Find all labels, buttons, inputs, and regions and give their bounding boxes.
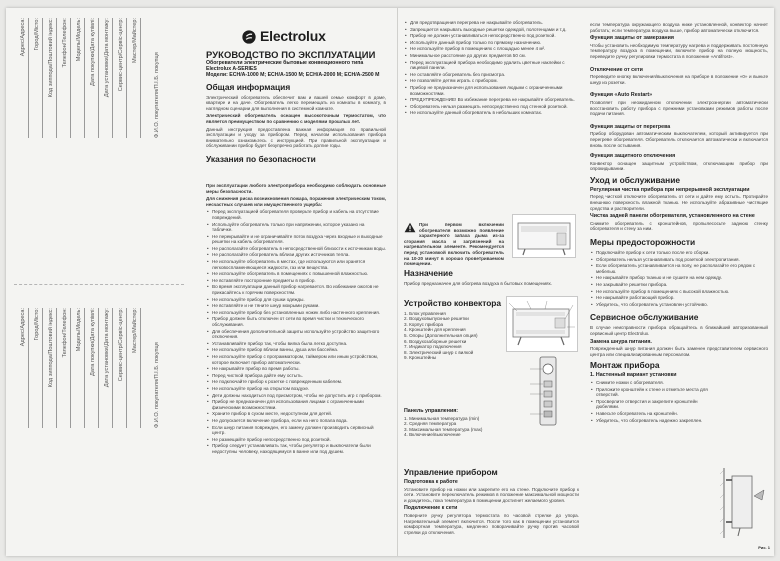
safety-item: • Не располагайте обогреватель в непосредственной близости к источникам воды. bbox=[206, 246, 386, 252]
mount-list bbox=[590, 380, 710, 423]
safety-item: • Если шнур питания поврежден, его замену должен производить сервисный центр. bbox=[206, 425, 386, 436]
safety-item: • Устанавливайте прибор так, чтобы вилка была легко доступна. bbox=[206, 341, 386, 347]
part-item-text: Воздухозаборные решетки bbox=[409, 338, 467, 344]
col2-intro-item: • Прибор не предназначен для использования людьми с ограниченными возможностями. bbox=[404, 85, 579, 96]
safety-list bbox=[206, 209, 386, 454]
safety-item: • Не используйте прибор на открытом воздухе. bbox=[206, 386, 386, 392]
care-sub-1: Регулярная чистка прибора при непрерывной эксплуатации bbox=[590, 186, 750, 193]
side-field-label: Дата установки/Дата монтажу: bbox=[104, 308, 110, 388]
side-field bbox=[62, 18, 71, 138]
panel-item-number: 4. bbox=[404, 432, 410, 438]
col2-intro-item: • Перед эксплуатацией прибора необходимо удалить цветные наклейки с лицевой панели. bbox=[404, 60, 579, 71]
safety-item: • Не допускается включение прибора, если на него попала вода. bbox=[206, 418, 386, 424]
mount-item: • Просверлите отверстия и закрепите кронштейн дюбелями. bbox=[590, 399, 710, 410]
safety-item: • Не используйте прибор с программатором, таймером или иным устройством, которое включает прибор автоматически. bbox=[206, 354, 386, 365]
precaution-item: • Не накрывайте прибор тканью и не сушите на нем одежду. bbox=[590, 275, 768, 281]
column-1 bbox=[206, 30, 386, 455]
side-field-label: Телефон/Телефон: bbox=[62, 18, 68, 68]
frost-heading: Функция защиты от замерзания bbox=[590, 35, 674, 42]
part-item-text: Кронштейн для крепления bbox=[409, 327, 466, 333]
safety-item: • Храните прибор в сухом месте, недоступном для детей. bbox=[206, 411, 386, 417]
side-field bbox=[76, 18, 85, 138]
mount-item: • Снимите ножки с обогревателя. bbox=[590, 380, 710, 386]
restart-text: Позволяет при неожиданном отключении электроэнергии автоматически восстановить работу прибора с прежними установками режимов работы после подачи питания. bbox=[590, 99, 768, 117]
precaution-item: • Не используйте прибор в помещениях с высокой влажностью. bbox=[590, 289, 768, 295]
side-field bbox=[132, 18, 141, 138]
parts-list bbox=[404, 311, 499, 361]
part-item-number: 6. bbox=[404, 338, 410, 344]
care-text-2: Снимите обогреватель с кронштейнов, пропылесосьте заднюю стенку обогревателя и стену за ним. bbox=[590, 220, 768, 232]
precautions-heading: Меры предосторожности bbox=[590, 237, 696, 248]
side-field-label: Адрес/Адреса: bbox=[20, 18, 26, 57]
col2-intro-item: • ПРЕДУПРЕЖДЕНИЕ! Во избежание перегрева не накрывайте обогреватель. bbox=[404, 97, 579, 103]
safety-item: • Прибор следует устанавливать так, чтобы регулятор и выключатели были недоступны человеку, находящемуся в ванне или под душем. bbox=[206, 443, 386, 454]
safety-item: • Не используйте обогреватель в помещениях с повышенной влажностью. bbox=[206, 271, 386, 277]
control-text-1: Установите прибор на ножки или закрепите его на стене. Подключите прибор к сети. Установите переключатель режимов в положение максимальной мощности и дождитесь, пока температура в помещении достигнет желаемого уровня. bbox=[404, 486, 579, 503]
warning-text: При первом включении обогревателя возможно появление характерного запаха дыма из-за сгорания масла и загрязнений на нагревательном элементе. Рекомендуется перед установкой включить обогреватель на 10-20 минут в хорошо проветриваемом помещении. bbox=[404, 222, 504, 267]
panel-item-text: Максимальная температура (max) bbox=[409, 426, 483, 432]
col3-intro: если температура окружающего воздуха ниже установленной, конвектор начнет работать; если температура воздуха выше, прибор автоматически отключится. bbox=[590, 22, 768, 33]
side-field bbox=[48, 18, 57, 138]
cord-text: Поврежденный шнур питания должен быть заменен представителем сервисного центра или специализированным персоналом. bbox=[590, 346, 768, 357]
mount-sub: 1. Настенный вариант установки bbox=[590, 372, 677, 379]
general-text-2: Электрический обогреватель оснащен высокоточным термостатом, что является преимуществом по сравнению с моделями прошлых лет. bbox=[206, 113, 386, 124]
safety-item: • Не вставляйте и не тяните шнур мокрыми руками. bbox=[206, 303, 386, 309]
mount-item: • Убедитесь, что обогреватель надежно закреплен. bbox=[590, 418, 710, 424]
part-item-number: 5. bbox=[404, 332, 410, 338]
control-panel-figure bbox=[530, 355, 568, 429]
instruction-sheet bbox=[6, 8, 774, 556]
column-2 bbox=[404, 20, 579, 117]
cut-line bbox=[14, 284, 184, 285]
shutdown-text: Переведите кнопку включения/выключения на приборе в положение «0» и выньте шнур из розетки. bbox=[590, 74, 768, 85]
col2-intro-item: • Не позволяйте детям играть с прибором. bbox=[404, 78, 579, 84]
safety-item: • Прибор не предназначен для использования лицами с ограниченными физическими возможностями. bbox=[206, 399, 386, 410]
side-field-lower bbox=[34, 308, 43, 428]
side-field-label: Сервис-центр/Сервіс-центр: bbox=[118, 18, 124, 92]
safety-item: • Не перекрывайте и не ограничивайте поток воздуха через входные и выходные решетки на кабель обогревателя. bbox=[206, 234, 386, 245]
safety-item: • Для обеспечения дополнительной защиты используйте устройство защитного отключения. bbox=[206, 329, 386, 340]
col2-intro-list bbox=[404, 20, 579, 116]
panel-item-number: 1. bbox=[404, 415, 410, 421]
side-field bbox=[34, 18, 43, 138]
frost-text: Чтобы установить необходимую температуру нагрева и поддерживать постоянную температуру воздуха в помещении, включите прибор на полную мощность, переведите ручку регулировки термостата в положение «Antifrost». bbox=[590, 42, 768, 59]
safety-lead: При эксплуатации любого электроприбора необходимо соблюдать основные меры безопасности. bbox=[206, 182, 386, 194]
safety-item: • Не используйте прибор без установленных ножек либо настенного крепления. bbox=[206, 310, 386, 316]
device-heading: Устройство конвектора bbox=[404, 297, 502, 308]
side-footer: Ф.И.О. покупателя/П.І.Б. покупця bbox=[154, 52, 160, 138]
part-item-text: Блок управления bbox=[409, 310, 446, 316]
part-item-text: Воздуховыпускные решетки bbox=[409, 316, 469, 322]
safety-item: • Перед эксплуатацией обогревателя проверьте прибор и кабель на отсутствие повреждений. bbox=[206, 209, 386, 220]
mounting-figure bbox=[718, 466, 770, 550]
side-field-lower bbox=[90, 308, 99, 428]
side-field-label: Дата установки/Дата монтажу: bbox=[104, 18, 110, 98]
mount-item: • Навесьте обогреватель на кронштейн. bbox=[590, 411, 710, 417]
care-text-1: Перед чисткой отключите обогреватель от сети и дайте ему остыть. Протирайте внешнюю поверхность влажной тканью. Не используйте абразивные чистящие средства и растворители. bbox=[590, 194, 768, 211]
purpose-text: Прибор предназначен для обогрева воздуха в бытовых помещениях. bbox=[404, 281, 553, 286]
side-field-lower bbox=[20, 308, 29, 428]
control-heading: Управление прибором bbox=[404, 467, 498, 477]
mount-item: • Приложите кронштейн к стене и отметьте места для отверстий. bbox=[590, 387, 710, 398]
panel-item bbox=[404, 432, 524, 438]
side-field-label: Код зиппода/Поштовий індекс: bbox=[48, 308, 54, 388]
side-field-lower bbox=[104, 308, 113, 428]
part-item-number: 3. bbox=[404, 321, 410, 327]
care-heading: Уход и обслуживание bbox=[590, 174, 681, 185]
part-item-number: 1. bbox=[404, 310, 410, 316]
col2-intro-item: • Запрещается накрывать выходные решетки одеждой, полотенцами и т.д. bbox=[404, 27, 579, 33]
mount-heading: Монтаж прибора bbox=[590, 360, 660, 371]
col2-intro-item: • Используйте данный прибор только по прямому назначению. bbox=[404, 40, 579, 46]
side-field-label: Адрес/Адреса: bbox=[20, 308, 26, 347]
side-field-label: Город/Місто: bbox=[34, 308, 40, 341]
safety-item: • Не используйте прибор вблизи ванны, душа или бассейна. bbox=[206, 347, 386, 353]
model-list: Модели: ECH/A-1000 M; ECH/A-1500 M; ECH/A-2000 M; ECH/A-2500 M bbox=[206, 72, 380, 79]
precaution-item: • Если обогреватель устанавливается на полу, не располагайте его рядом с мебелью. bbox=[590, 263, 768, 274]
general-heading: Общая информация bbox=[206, 81, 291, 92]
side-field-label: Мастер/Майстер: bbox=[132, 18, 138, 63]
overheat-heading: Функция защиты от перегрева bbox=[590, 123, 671, 130]
side-field-label: Мастер/Майстер: bbox=[132, 308, 138, 353]
side-field bbox=[20, 18, 29, 138]
part-item-number: 4. bbox=[404, 327, 410, 333]
col2-intro-item: • Обогреватель нельзя размещать непосредственно под стенной розеткой. bbox=[404, 104, 579, 110]
side-field-lower bbox=[76, 308, 85, 428]
col2-intro-item: • Не используйте данный обогреватель в небольших комнатах. bbox=[404, 110, 579, 116]
part-item-number: 9. bbox=[404, 355, 410, 361]
brand-logo bbox=[242, 30, 386, 44]
figure-caption: Рис. 1 bbox=[758, 545, 770, 550]
restart-heading: Функция «Auto Restart» bbox=[590, 92, 653, 99]
tip-heading: Функция защитного отключения bbox=[590, 153, 676, 160]
care-sub-2: Чистка задней панели обогревателя, установленного на стене bbox=[590, 213, 755, 220]
brand-name: Electrolux bbox=[260, 28, 326, 45]
safety-item: • Прибор должен быть отключен от сети во время чистки и технического обслуживания. bbox=[206, 316, 386, 327]
precaution-item: • Обогреватель нельзя устанавливать под розеткой электропитания. bbox=[590, 257, 768, 263]
control-text-2: Поверните ручку регулятора термостата по часовой стрелке до упора. Нагревательный элемент включится. После того как в помещении установится комфортная температура, медленно поворачивайте ручку против часовой стрелки до отключения. bbox=[404, 512, 579, 535]
precaution-item: • Убедитесь, что обогреватель установлен устойчиво. bbox=[590, 302, 768, 308]
side-field bbox=[118, 18, 127, 138]
side-field-label: Город/Місто: bbox=[34, 18, 40, 51]
safety-heading: Указания по безопасности bbox=[206, 153, 316, 164]
general-text-1: Электрический обогреватель обеспечит вам и вашей семье комфорт в доме, квартире и на даче. Обогреватель легко перемещать из комнаты в комнату, в наглядном сценарии для выполнения в системной комнате. bbox=[206, 94, 386, 111]
heater-front-drawing bbox=[513, 215, 577, 259]
side-field-lower bbox=[132, 308, 141, 428]
safety-item: • Не располагайте обогреватель вблизи других источников тепла. bbox=[206, 252, 386, 258]
safety-item: • Не вставляйте посторонние предметы в прибор. bbox=[206, 278, 386, 284]
precaution-item: • Не закрывайте решетки прибора. bbox=[590, 282, 768, 288]
safety-item: • Используйте обогреватель только при напряжении, которое указано на табличке. bbox=[206, 222, 386, 233]
side-field bbox=[104, 18, 113, 138]
part-item-text: Индикатор подключения bbox=[409, 344, 462, 350]
overheat-text: Прибор оборудован автоматическим выключателем, который активируется при перегреве обогревателя. Обогреватель отключается автоматически и включается вновь после остывания. bbox=[590, 131, 768, 148]
service-text: В случае неисправности прибора обращайтесь в ближайший авторизованный сервисный центр Electrolux. bbox=[590, 325, 768, 336]
panel-list bbox=[404, 416, 524, 438]
panel-item-text: Минимальная температура (min) bbox=[409, 415, 480, 421]
side-field-label: Код зиппода/Поштовий індекс: bbox=[48, 18, 54, 98]
part-item-text: Корпус прибора bbox=[409, 321, 444, 327]
safety-lead-2: Для снижения риска возникновения пожара, поражения электрическим током, несчастных случаев или имущественного ущерба: bbox=[206, 196, 386, 207]
control-panel-drawing bbox=[530, 355, 568, 429]
precautions-list bbox=[590, 250, 768, 307]
cord-heading: Замена шнура питания. bbox=[590, 338, 652, 345]
page-fold bbox=[397, 8, 398, 556]
part-item-text: Электрический шнур с вилкой bbox=[409, 349, 474, 355]
side-field-label: Сервис-центр/Сервіс-центр: bbox=[118, 308, 124, 382]
col2-intro-item: • Минимальное расстояние до других предметов 50 см. bbox=[404, 53, 579, 59]
precaution-item: • Не накрывайте работающий прибор. bbox=[590, 295, 768, 301]
control-sub-2: Подключение к сети bbox=[404, 505, 458, 512]
control-section bbox=[404, 464, 579, 537]
side-footer-lower: Ф.И.О. покупателя/П.І.Б. покупця bbox=[154, 342, 160, 428]
heater-front-figure bbox=[512, 214, 576, 258]
side-field-label: Дата покупки/Дата купівлі: bbox=[90, 308, 96, 376]
part-item-text: Кронштейны bbox=[409, 355, 437, 361]
col2-intro-item: • Не оставляйте обогреватель без присмотра. bbox=[404, 72, 579, 78]
manual-subtitle: Обогреватели электрические бытовые конвекционного типа bbox=[206, 60, 364, 66]
heater-parts-figure bbox=[506, 296, 578, 352]
panel-item-text: Включение/выключение bbox=[409, 432, 461, 438]
part-item-number: 2. bbox=[404, 316, 410, 322]
panel-item-number: 3. bbox=[404, 426, 410, 432]
shutdown-heading: Отключение от сети bbox=[590, 66, 643, 73]
col2-intro-item: • Для предотвращения перегрева не накрывайте обогреватель. bbox=[404, 20, 579, 26]
side-field-lower bbox=[62, 308, 71, 428]
heater-parts-drawing bbox=[507, 297, 579, 353]
safety-item: • Не используйте обогреватель в местах, где используются или хранятся легковоспламеняющиеся жидкости, газ или вещества. bbox=[206, 259, 386, 270]
panel-section bbox=[404, 406, 524, 438]
warning-block bbox=[404, 222, 504, 269]
side-field-label: Модель/Модель: bbox=[76, 308, 82, 352]
safety-item: • Во время эксплуатации данный прибор нагревается. Во избежание ожогов не прикасайтесь к горячим поверхностям. bbox=[206, 284, 386, 295]
safety-item: • Не размещайте прибор непосредственно под розеткой. bbox=[206, 437, 386, 443]
part-item-text: Опоры (Дополнительная опция) bbox=[409, 332, 478, 338]
side-field-lower bbox=[118, 308, 127, 428]
electrolux-logo-icon bbox=[242, 30, 256, 44]
col2-intro-item: • Прибор не должен устанавливаться непосредственно под розеткой. bbox=[404, 33, 579, 39]
side-field bbox=[90, 18, 99, 138]
safety-item: • Не накрывайте прибор во время работы. bbox=[206, 366, 386, 372]
panel-item-text: Средняя температура bbox=[409, 421, 457, 427]
series-name: Electrolux A-SERIES bbox=[206, 66, 257, 73]
control-sub-1: Подготовка к работе bbox=[404, 479, 458, 485]
panel-heading: Панель управления: bbox=[404, 408, 459, 414]
purpose-heading: Назначение bbox=[404, 268, 453, 278]
safety-item: • Дети должны находиться под присмотром, чтобы не допустить игр с прибором. bbox=[206, 393, 386, 399]
tip-text: Конвектор оснащен защитным устройством, отключающим прибор при опрокидывании. bbox=[590, 160, 768, 172]
side-field-label: Телефон/Телефон: bbox=[62, 308, 68, 358]
service-heading: Сервисное обслуживание bbox=[590, 312, 699, 323]
precaution-item: • Подключайте прибор к сети только после его сборки. bbox=[590, 250, 768, 256]
col2-intro-item: • Не используйте прибор в помещениях с площадью менее 4 м². bbox=[404, 46, 579, 52]
general-text-3: Данный инструкция предоставлена важная информация по правильной эксплуатации и уходу за прибором. Перед началом использования прибора внимательно ознакомьтесь с инструкцией. При правильной эксплуатации и обслуживании прибор будет безупречно работать долгие годы. bbox=[206, 126, 386, 149]
side-field-label: Дата покупки/Дата купівлі: bbox=[90, 18, 96, 86]
panel-item-number: 2. bbox=[404, 421, 410, 427]
warning-icon bbox=[404, 222, 416, 233]
part-item-number: 7. bbox=[404, 344, 410, 350]
safety-item: • Перед чисткой прибора дайте ему остыть. bbox=[206, 373, 386, 379]
safety-item: • Не используйте прибор для сушки одежды. bbox=[206, 297, 386, 303]
manual-title: РУКОВОДСТВО ПО ЭКСПЛУАТАЦИИ bbox=[206, 49, 376, 60]
side-field-lower bbox=[48, 308, 57, 428]
safety-item: • Не подключайте прибор к розетке с поврежденным кабелем. bbox=[206, 379, 386, 385]
part-item-number: 8. bbox=[404, 349, 410, 355]
mounting-drawing bbox=[718, 466, 770, 540]
part-item bbox=[404, 355, 499, 361]
side-field-label: Модель/Модель: bbox=[76, 18, 82, 62]
column-3 bbox=[590, 22, 768, 424]
